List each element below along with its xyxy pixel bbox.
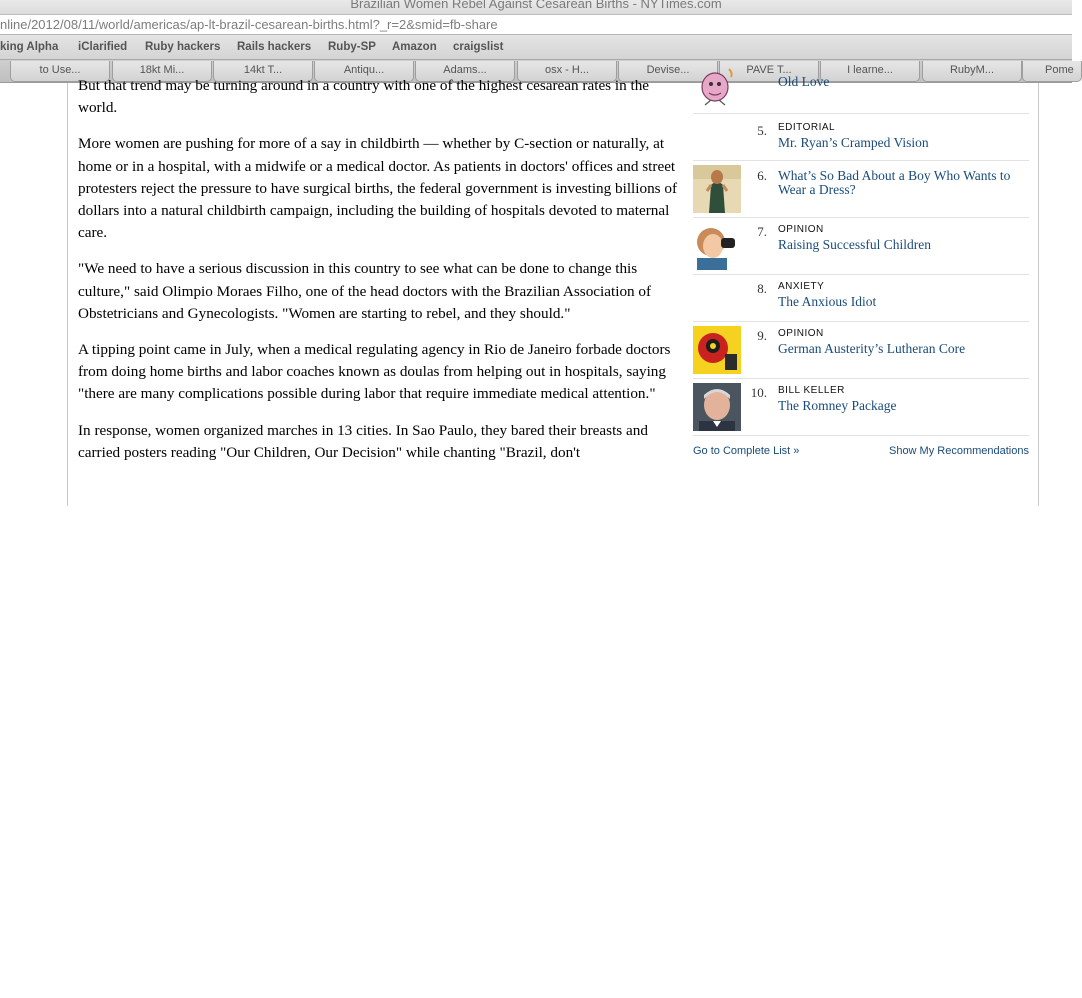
most-popular-item[interactable]	[693, 114, 1029, 161]
most-popular-link[interactable]: Old Love	[778, 74, 830, 89]
bookmark-ruby-hackers[interactable]: Ruby hackers	[145, 41, 221, 53]
rank-number: 8.	[757, 281, 767, 296]
bookmark-amazon[interactable]: Amazon	[392, 41, 437, 53]
most-popular-link[interactable]: Raising Successful Children	[778, 237, 931, 252]
most-popular-item[interactable]	[693, 161, 1029, 218]
tab-8[interactable]: PAVE T...	[719, 61, 819, 82]
most-popular-item[interactable]	[693, 379, 1029, 436]
most-popular-link[interactable]: The Anxious Idiot	[778, 294, 877, 309]
most-popular-item[interactable]	[693, 73, 1029, 114]
address-bar[interactable]	[0, 14, 1072, 35]
rank-number: 6.	[757, 168, 767, 183]
kicker-label: ANXIETY	[778, 281, 825, 292]
article-paragraph: A tipping point came in July, when a medical regulating agency in Rio de Janeiro forbade doctors from doing home births and labor coaches known as doulas from helping out in hospitals, saying "there are many complications possible during labor that require immediate medical attention."	[78, 341, 671, 403]
most-popular-item[interactable]	[693, 218, 1029, 275]
illustration-thumbnail-icon[interactable]	[693, 326, 741, 374]
article-paragraph: But that trend may be turning around in a country with one of the highest cesarean rates in the world.	[78, 77, 650, 117]
tab-9[interactable]: I learne...	[820, 61, 920, 82]
photo-thumbnail-icon[interactable]	[693, 165, 741, 213]
tab-10[interactable]: RubyM...	[922, 61, 1022, 82]
recommendations-link[interactable]: Show My Recommendations	[888, 445, 1029, 457]
bookmark-ruby-sp[interactable]: Ruby-SP	[328, 41, 376, 53]
tab-5[interactable]: Adams...	[415, 61, 515, 82]
bookmarks-bar	[0, 35, 1072, 60]
tab-11[interactable]: Pome	[1022, 61, 1082, 82]
window-title: Brazilian Women Rebel Against Cesarean Births - NYTimes.com	[350, 0, 722, 11]
article-body	[78, 75, 678, 478]
cartoon-thumbnail-icon[interactable]	[693, 63, 741, 111]
rank-number: 5.	[757, 123, 767, 138]
kicker-label: OPINION	[778, 224, 824, 235]
most-popular-link[interactable]: The Romney Package	[778, 398, 897, 413]
bookmark-rails-hackers[interactable]: Rails hackers	[237, 41, 312, 53]
most-popular-link[interactable]: German Austerity’s Lutheran Core	[778, 341, 966, 356]
most-popular-footer	[693, 436, 1029, 462]
tab-7[interactable]: Devise...	[618, 61, 718, 82]
rank-number: 10.	[750, 385, 767, 400]
complete-list-link[interactable]: Go to Complete List »	[693, 445, 800, 457]
kicker-label: BILL KELLER	[778, 385, 845, 396]
address-url[interactable]: nline/2012/08/11/world/americas/ap-lt-brazil-cesarean-births.html?_r=2&smid=fb-share	[0, 17, 498, 32]
bookmark-seeking-alpha[interactable]: king Alpha	[0, 41, 59, 53]
tab-4[interactable]: Antiqu...	[314, 61, 414, 82]
illustration-thumbnail-icon[interactable]	[693, 222, 741, 270]
rank-number: 9.	[757, 328, 767, 343]
tab-3[interactable]: 14kt T...	[213, 61, 313, 82]
bookmark-iclarified[interactable]: iClarified	[78, 41, 128, 53]
bookmark-craigslist[interactable]: craigslist	[453, 41, 504, 53]
most-popular-list	[693, 73, 1029, 462]
most-popular-item[interactable]	[693, 275, 1029, 322]
article-paragraph: In response, women organized marches in 13 cities. In Sao Paulo, they bared their breasts and carried posters reading "Our Children, Our Decision" while chanting "Brazil, don't	[78, 421, 648, 461]
kicker-label: EDITORIAL	[778, 122, 836, 133]
tab-2[interactable]: 18kt Mi...	[112, 61, 212, 82]
kicker-label: OPINION	[778, 328, 824, 339]
most-popular-link[interactable]: What’s So Bad About a Boy Who Wants to Wear a Dress?	[778, 168, 1011, 197]
tab-6[interactable]: osx - H...	[517, 61, 617, 82]
article-paragraph: More women are pushing for more of a say in childbirth — whether by C-section or naturally, at home or in a hospital, with a midwife or a medical doctor. As patients in doctors' offices and street protesters reject the pressure to have surgical births, the federal government is investing billions of dollars into a natural childbirth campaign, including the building of hospitals devoted to maternal care.	[78, 135, 678, 242]
window-title-bar	[0, 0, 1072, 14]
most-popular-link[interactable]: Mr. Ryan’s Cramped Vision	[778, 135, 929, 150]
rank-number: 7.	[757, 224, 767, 239]
portrait-thumbnail-icon[interactable]	[693, 383, 741, 431]
article-paragraph: "We need to have a serious discussion in this country to see what can be done to change this culture," said Olimpio Moraes Filho, one of the head doctors with the Brazilian Association of Obstetricians and Gynecologists. "Women are starting to rebel, and they should."	[78, 260, 652, 322]
most-popular-item[interactable]	[693, 322, 1029, 379]
tab-1[interactable]: to Use...	[10, 61, 110, 82]
page-content	[67, 74, 1039, 506]
